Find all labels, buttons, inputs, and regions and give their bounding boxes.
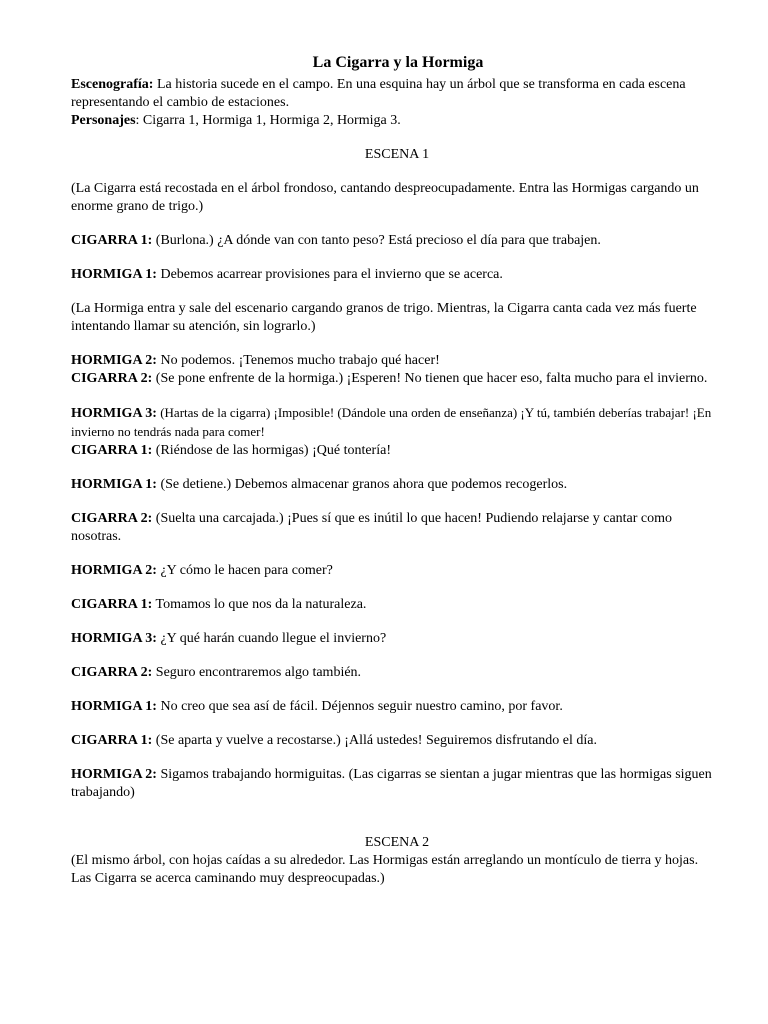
- speaker-label: CIGARRA 1:: [71, 597, 153, 612]
- dialogue-text: (Hartas de la cigarra) ¡Imposible! (Dándole una orden de enseñanza) ¡Y tú, también deberías trabajar! ¡En invierno no tendrás nada para comer!: [71, 405, 712, 439]
- personajes-label: Personajes: [71, 113, 136, 128]
- stage-direction: (El mismo árbol, con hojas caídas a su alrededor. Las Hormigas están arreglando un montículo de tierra y hojas. Las Cigarra se acerca caminando muy despreocupadas.): [71, 853, 699, 886]
- dialogue-text: Sigamos trabajando hormiguitas. (Las cigarras se sientan a jugar mientras que las hormigas siguen trabajando): [71, 767, 712, 800]
- dialogue-text: (Se detiene.) Debemos almacenar granos ahora que podemos recogerlos.: [156, 477, 568, 492]
- page-title: La Cigarra y la Hormiga: [312, 54, 484, 71]
- dialogue-line: [71, 266, 721, 284]
- speaker-label: CIGARRA 2:: [71, 371, 153, 386]
- dialogue-text: No creo que sea así de fácil. Déjennos seguir nuestro camino, por favor.: [156, 699, 563, 714]
- speaker-label: CIGARRA 1:: [71, 233, 153, 248]
- dialogue-text: Seguro encontraremos algo también.: [152, 665, 362, 680]
- scene-1-heading: ESCENA 1: [364, 147, 430, 162]
- dialogue-line: [71, 352, 721, 370]
- speaker-label: HORMIGA 2:: [71, 353, 157, 368]
- dialogue-line: [71, 442, 721, 460]
- dialogue-line: [71, 476, 721, 494]
- personajes-text: : Cigarra 1, Hormiga 1, Hormiga 2, Hormiga 3.: [135, 113, 401, 128]
- dialogue-line: [71, 232, 721, 250]
- dialogue-line: [71, 732, 721, 750]
- speaker-label: HORMIGA 3:: [71, 631, 157, 646]
- speaker-label: CIGARRA 2:: [71, 511, 153, 526]
- dialogue-line: [71, 404, 721, 442]
- document-page: [71, 52, 721, 888]
- dialogue-text: (Burlona.) ¿A dónde van con tanto peso? Está precioso el día para que trabajen.: [152, 233, 601, 248]
- stage-direction: (La Cigarra está recostada en el árbol frondoso, cantando despreocupadamente. Entra las Hormigas cargando un enorme grano de trigo.): [71, 181, 699, 214]
- dialogue-text: (Se aparta y vuelve a recostarse.) ¡Allá ustedes! Seguiremos disfrutando el día.: [152, 733, 598, 748]
- dialogue-text: (Se pone enfrente de la hormiga.) ¡Esperen! No tienen que hacer eso, falta mucho para el invierno.: [152, 371, 708, 386]
- dialogue-line: [71, 664, 721, 682]
- dialogue-text: (Suelta una carcajada.) ¡Pues sí que es inútil lo que hacen! Pudiendo relajarse y cantar como nosotras.: [71, 511, 673, 544]
- speaker-label: HORMIGA 1:: [71, 699, 157, 714]
- speaker-label: HORMIGA 1:: [71, 267, 157, 282]
- dialogue-text: ¿Y qué harán cuando llegue el invierno?: [156, 631, 387, 646]
- dialogue-line: [71, 698, 721, 716]
- speaker-label: CIGARRA 1:: [71, 733, 153, 748]
- escenografia-label: Escenografía:: [71, 77, 154, 92]
- speaker-label: HORMIGA 2:: [71, 563, 157, 578]
- dialogue-text: No podemos. ¡Tenemos mucho trabajo qué hacer!: [156, 353, 440, 368]
- dialogue-line: [71, 596, 721, 614]
- dialogue-text: ¿Y cómo le hacen para comer?: [156, 563, 333, 578]
- personajes-paragraph: [71, 112, 721, 130]
- speaker-label: CIGARRA 1:: [71, 443, 153, 458]
- escenografia-text: La historia sucede en el campo. En una esquina hay un árbol que se transforma en cada escena representando el cambio de estaciones.: [71, 77, 686, 110]
- dialogue-text: Tomamos lo que nos da la naturaleza.: [152, 597, 367, 612]
- speaker-label: HORMIGA 2:: [71, 767, 157, 782]
- stage-direction: (La Hormiga entra y sale del escenario cargando granos de trigo. Mientras, la Cigarra canta cada vez más fuerte intentando llamar su atención, sin lograrlo.): [71, 301, 697, 334]
- dialogue-line: [71, 630, 721, 648]
- escenografia-paragraph: [71, 76, 721, 112]
- speaker-label: HORMIGA 3:: [71, 406, 157, 421]
- dialogue-text: Debemos acarrear provisiones para el invierno que se acerca.: [156, 267, 503, 282]
- dialogue-text: (Riéndose de las hormigas) ¡Qué tontería!: [152, 443, 391, 458]
- scene-2-heading: ESCENA 2: [364, 835, 430, 850]
- speaker-label: HORMIGA 1:: [71, 477, 157, 492]
- dialogue-line: [71, 766, 721, 802]
- dialogue-line: [71, 510, 721, 546]
- dialogue-line: [71, 562, 721, 580]
- dialogue-line: [71, 370, 721, 388]
- speaker-label: CIGARRA 2:: [71, 665, 153, 680]
